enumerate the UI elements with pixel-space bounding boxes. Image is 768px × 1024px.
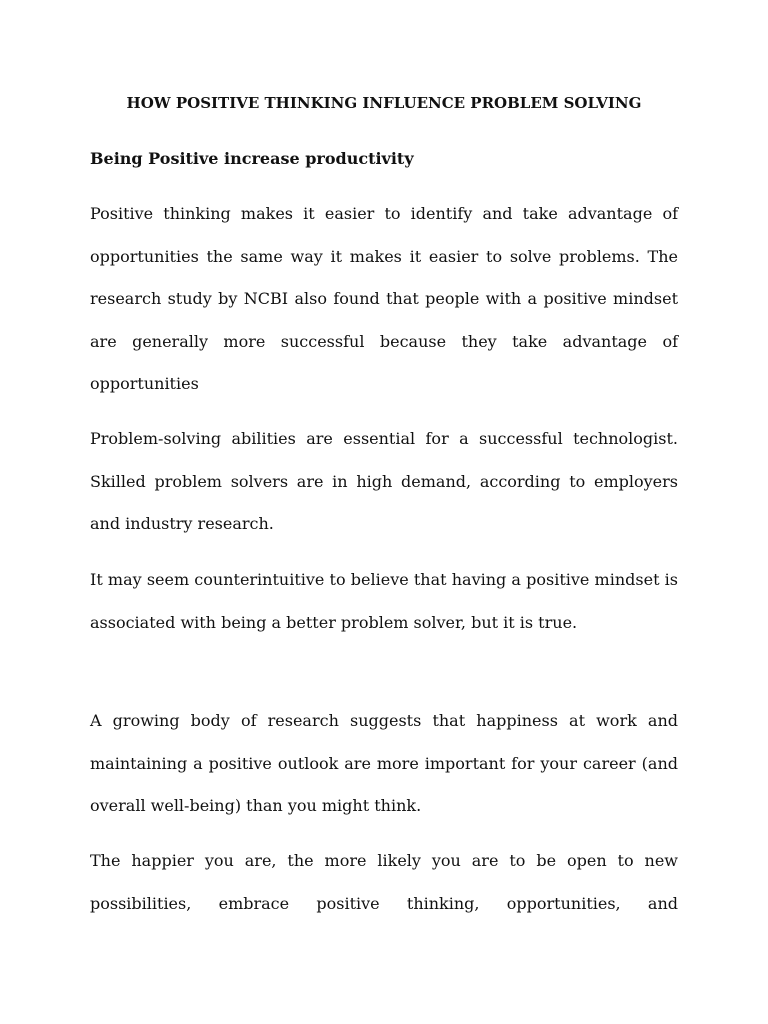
document-title: HOW POSITIVE THINKING INFLUENCE PROBLEM SOLVING xyxy=(126,94,642,112)
section-heading: Being Positive increase productivity xyxy=(90,149,414,168)
paragraph-2: Problem-solving abilities are essential for a successful technologist. Skilled problem solvers are in high demand, according to employers and industry research. xyxy=(90,429,678,533)
paragraph-4: A growing body of research suggests that happiness at work and maintaining a positive outlook are more important for your career (and overall well-being) than you might think. xyxy=(90,711,678,815)
paragraph-5: The happier you are, the more likely you are to be open to new possibilities, embrace positive thinking, opportunities, and xyxy=(90,851,678,913)
paragraph-1: Positive thinking makes it easier to identify and take advantage of opportunities the same way it makes it easier to solve problems. The research study by NCBI also found that people with a positive mindset are generally more successful because they take advantage of opportunities xyxy=(90,204,678,393)
paragraph-3: It may seem counterintuitive to believe that having a positive mindset is associated with being a better problem solver, but it is true. xyxy=(90,570,678,632)
